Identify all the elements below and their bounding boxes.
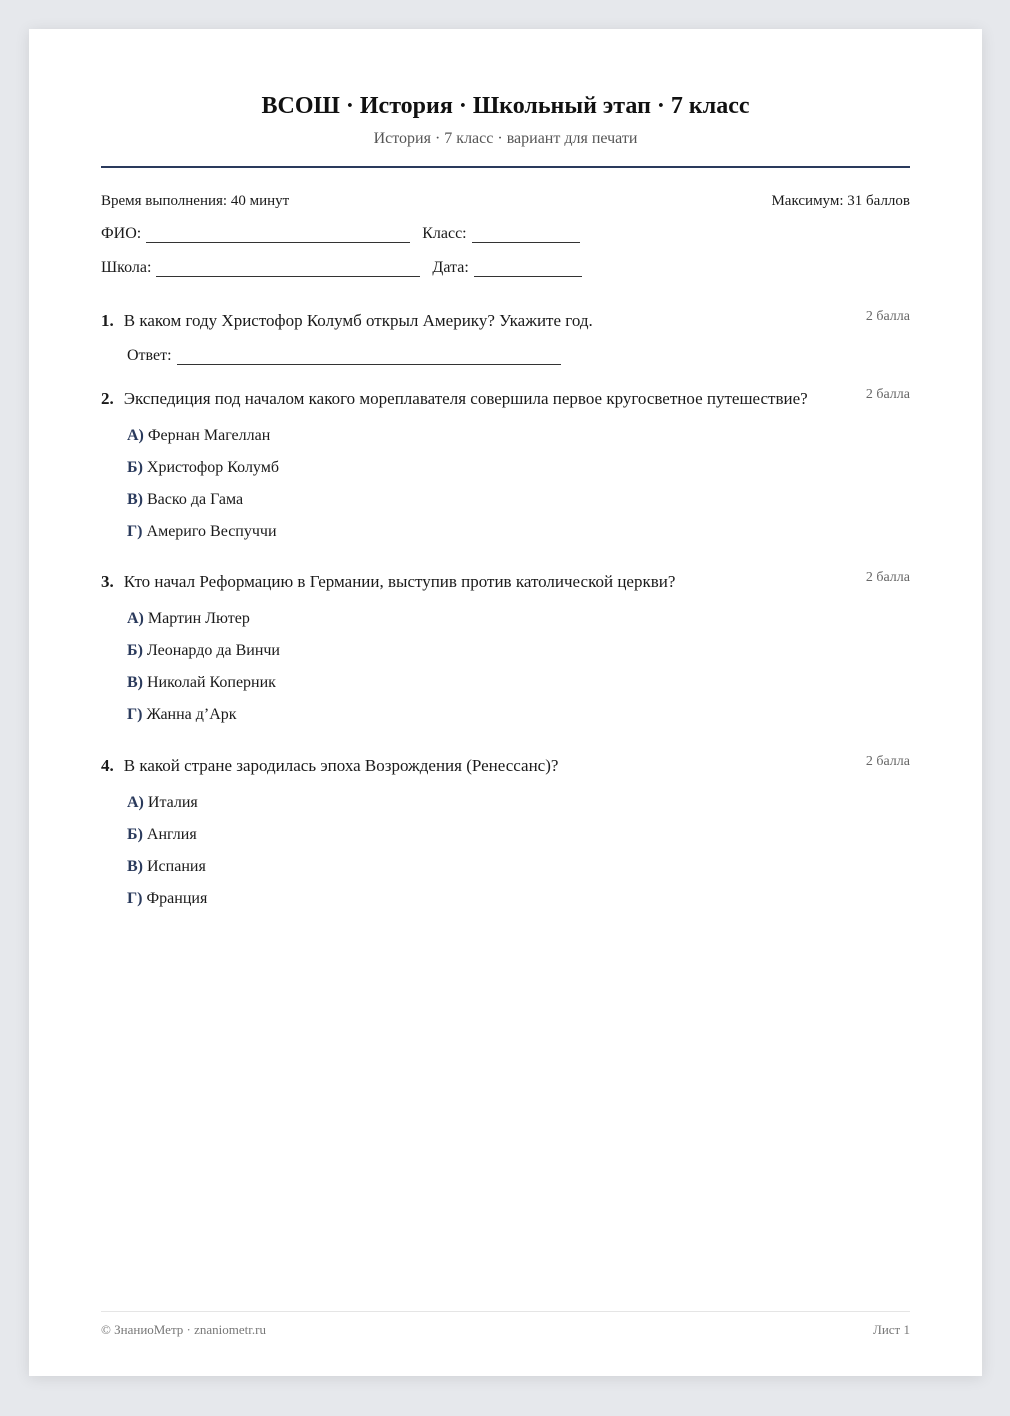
question-3 <box>101 572 910 731</box>
class-label: Класс: <box>422 225 467 242</box>
option-text: Испания <box>147 858 206 875</box>
question-4 <box>101 756 910 915</box>
option-text: Америго Веспуччи <box>146 523 277 540</box>
sheet-content <box>101 29 910 1376</box>
option-letter: А) <box>127 794 144 811</box>
answer-line[interactable] <box>177 350 561 365</box>
date-line[interactable] <box>474 262 582 277</box>
option-text: Англия <box>146 826 197 843</box>
option-c[interactable] <box>127 851 910 883</box>
option-letter: Г) <box>127 706 143 723</box>
option-letter: В) <box>127 674 143 691</box>
question-1 <box>101 311 910 365</box>
question-header <box>101 389 910 409</box>
option-d[interactable] <box>127 516 910 548</box>
option-letter: Г) <box>127 523 143 540</box>
answer-label: Ответ: <box>127 347 172 364</box>
question-header <box>101 756 910 776</box>
option-letter: А) <box>127 427 144 444</box>
option-text: Васко да Гама <box>147 491 244 508</box>
option-a[interactable] <box>127 603 910 635</box>
question-text-wrap <box>101 389 808 409</box>
answer-row <box>127 347 910 365</box>
page-subtitle: История · 7 класс · вариант для печати <box>373 130 638 147</box>
option-a[interactable] <box>127 420 910 452</box>
option-list <box>127 787 910 915</box>
fio-line[interactable] <box>146 228 410 243</box>
footer-divider <box>101 1311 910 1312</box>
question-text: В какой стране зародилась эпоха Возрождения (Ренессанс)? <box>123 756 559 775</box>
option-list <box>127 420 910 548</box>
option-b[interactable] <box>127 819 910 851</box>
option-text: Франция <box>146 890 208 907</box>
question-number: 1. <box>101 311 114 330</box>
question-text-wrap <box>101 756 558 776</box>
option-text: Жанна д’Арк <box>146 706 237 723</box>
question-2 <box>101 389 910 548</box>
question-points: 2 балла <box>865 754 910 769</box>
option-b[interactable] <box>127 635 910 667</box>
option-d[interactable] <box>127 883 910 915</box>
option-letter: В) <box>127 491 143 508</box>
option-c[interactable] <box>127 667 910 699</box>
question-header <box>101 572 910 592</box>
option-letter: Б) <box>127 642 143 659</box>
option-letter: Г) <box>127 890 143 907</box>
school-label: Школа: <box>101 259 152 276</box>
option-text: Мартин Лютер <box>147 610 250 627</box>
option-letter: Б) <box>127 826 143 843</box>
option-text: Италия <box>147 794 198 811</box>
option-text: Николай Коперник <box>147 674 276 691</box>
option-letter: А) <box>127 610 144 627</box>
question-number: 3. <box>101 572 114 591</box>
option-c[interactable] <box>127 484 910 516</box>
question-header <box>101 311 910 331</box>
option-b[interactable] <box>127 452 910 484</box>
footer-page-number: Лист 1 <box>873 1322 910 1337</box>
option-text: Леонардо да Винчи <box>146 642 280 659</box>
header-divider <box>101 166 910 168</box>
fio-label: ФИО: <box>101 225 142 242</box>
date-label: Дата: <box>432 259 469 276</box>
footer-copyright: © ЗнаниоМетр · znaniometr.ru <box>101 1322 266 1337</box>
option-text: Фернан Магеллан <box>147 427 271 444</box>
question-text: Кто начал Реформацию в Германии, выступив против католической церкви? <box>123 572 676 591</box>
print-sheet <box>29 29 982 1376</box>
student-fields-row-2 <box>101 259 910 277</box>
page-title: ВСОШ · История · Школьный этап · 7 класс <box>261 93 750 119</box>
question-number: 4. <box>101 756 114 775</box>
option-letter: Б) <box>127 459 143 476</box>
school-line[interactable] <box>156 262 420 277</box>
question-number: 2. <box>101 389 114 408</box>
option-letter: В) <box>127 858 143 875</box>
option-text: Христофор Колумб <box>146 459 279 476</box>
option-list <box>127 603 910 731</box>
question-points: 2 балла <box>865 570 910 585</box>
question-text: Экспедиция под началом какого мореплавателя совершила первое кругосветное путешествие? <box>123 389 808 408</box>
option-a[interactable] <box>127 787 910 819</box>
option-d[interactable] <box>127 699 910 731</box>
max-score: Максимум: 31 баллов <box>771 193 910 209</box>
class-line[interactable] <box>472 228 580 243</box>
question-points: 2 балла <box>865 387 910 402</box>
time-limit: Время выполнения: 40 минут <box>101 193 290 209</box>
question-points: 2 балла <box>865 309 910 324</box>
meta-row <box>101 193 910 210</box>
question-text-wrap <box>101 572 675 592</box>
student-fields-row-1 <box>101 225 910 243</box>
question-text: В каком году Христофор Колумб открыл Америку? Укажите год. <box>123 311 593 330</box>
page-footer <box>101 1322 910 1338</box>
question-text-wrap <box>101 311 593 331</box>
